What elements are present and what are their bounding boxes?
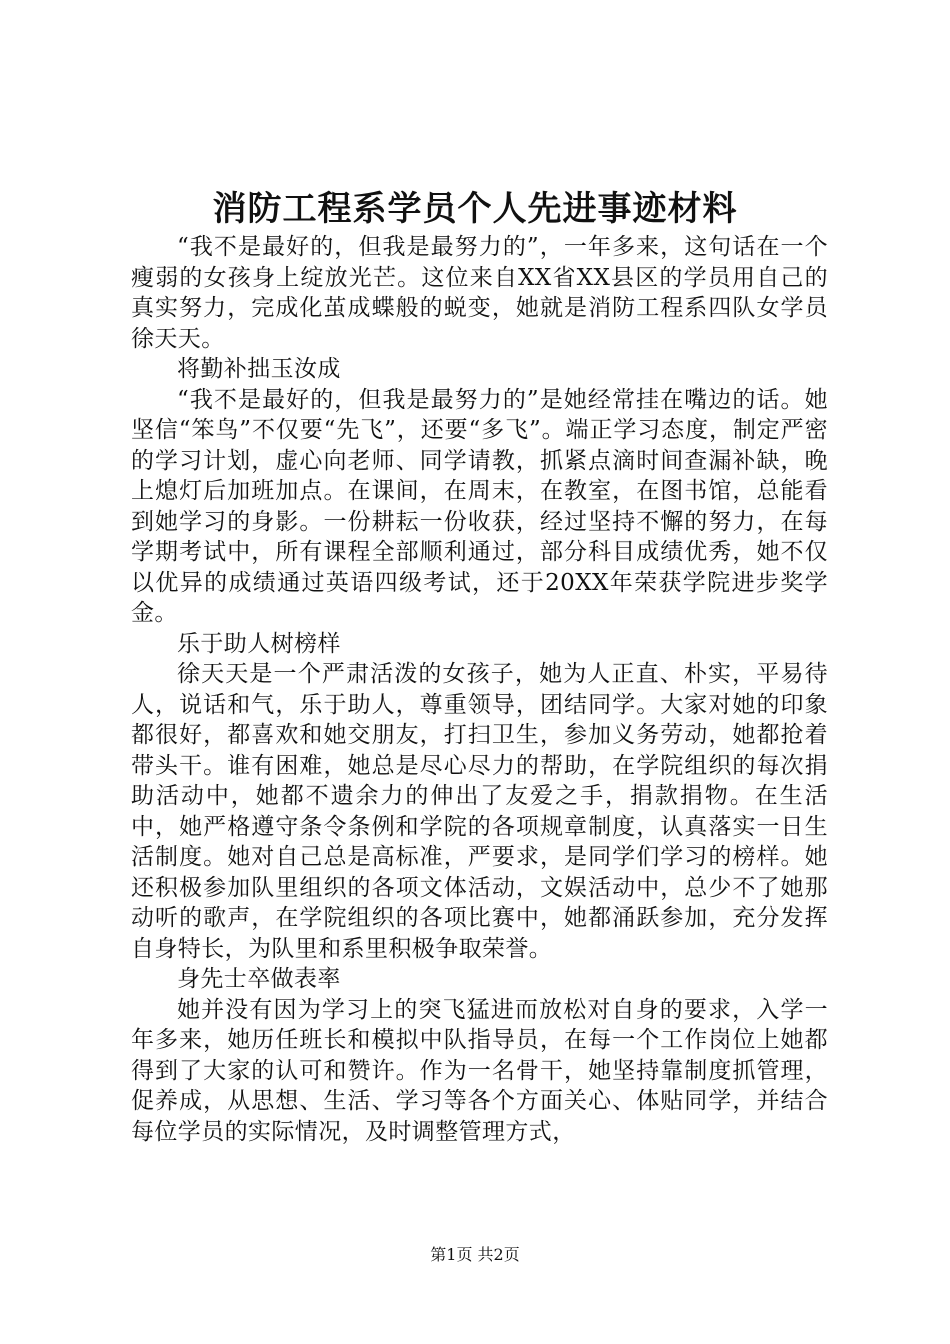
document-body bbox=[131, 232, 828, 1147]
section-2-paragraph: 徐天天是一个严肃活泼的女孩子，她为人正直、朴实，平易待人，说话和气，乐于助人，尊重领导，团结同学。大家对她的印象都很好，都喜欢和她交朋友，打扫卫生，参加义务劳动，她都抢着带头干。谁有困难，她总是尽心尽力的帮助，在学院组织的每次捐助活动中，她都不遗余力的伸出了友爱之手，捐款捐物。在生活中，她严格遵守条令条例和学院的各项规章制度，认真落实一日生活制度。她对自己总是高标准，严要求，是同学们学习的榜样。她还积极参加队里组织的各项文体活动，文娱活动中，总少不了她那动听的歌声，在学院组织的各项比赛中，她都涌跃参加，充分发挥自身特长，为队里和系里积极争取荣誉。 bbox=[131, 661, 828, 962]
page-number-footer: 第1页 共2页 bbox=[430, 1245, 520, 1264]
document-title: 消防工程系学员个人先进事迹材料 bbox=[212, 189, 738, 229]
section-1-paragraph: “我不是最好的，但我是最努力的”是她经常挂在嘴边的话。她坚信“笨鸟”不仅要“先飞”，还要“多飞”。端正学习态度，制定严密的学习计划，虚心向老师、同学请教，抓紧点滴时间查漏补缺，晚上熄灯后加班加点。在课间，在周末，在教室，在图书馆，总能看到她学习的身影。一份耕耘一份收获，经过坚持不懈的努力，在每学期考试中，所有课程全部顺利通过，部分科目成绩优秀，她不仅以优异的成绩通过英语四级考试，还于20XX年荣获学院进步奖学金。 bbox=[131, 386, 828, 626]
section-heading-3: 身先士卒做表率 bbox=[177, 966, 341, 992]
section-heading-1: 将勤补拙玉汝成 bbox=[177, 356, 341, 382]
section-heading-2: 乐于助人树榜样 bbox=[177, 630, 341, 657]
section-3-paragraph: 她并没有因为学习上的突飞猛进而放松对自身的要求，入学一年多来，她历任班长和模拟中队指导员，在每一个工作岗位上她都得到了大家的认可和赞许。作为一名骨干，她坚持靠制度抓管理，促养成，从思想、生活、学习等各个方面关心、体贴同学，并结合每位学员的实际情况，及时调整管理方式， bbox=[131, 996, 828, 1145]
intro-paragraph: “我不是最好的，但我是最努力的”，一年多来，这句话在一个瘦弱的女孩身上绽放光芒。这位来自XX省XX县区的学员用自己的真实努力，完成化茧成蝶般的蜕变，她就是消防工程系四队女学员徐天天。 bbox=[131, 234, 828, 352]
